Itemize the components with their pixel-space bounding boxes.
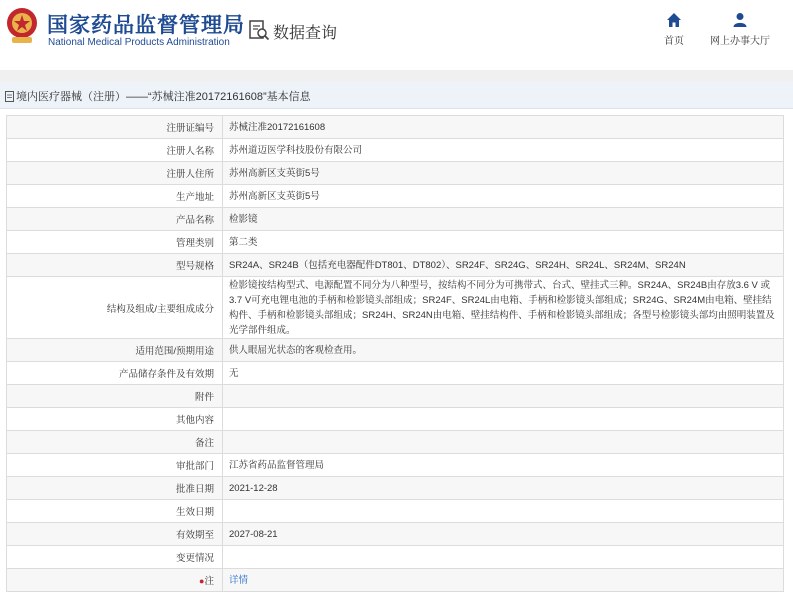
field-value: 无 (223, 362, 784, 385)
table-row (7, 162, 784, 185)
table-row (7, 231, 784, 254)
field-value: 检影镜 (223, 208, 784, 231)
notes-label (7, 569, 223, 592)
field-label: 变更情况 (7, 546, 223, 569)
national-emblem-icon (5, 6, 39, 46)
pin-icon: ● (199, 576, 205, 586)
table-row (7, 477, 784, 500)
details-link[interactable]: 详情 (229, 574, 249, 586)
field-label: 注册人住所 (7, 162, 223, 185)
table-row (7, 500, 784, 523)
field-value: 2021-12-28 (223, 477, 784, 500)
field-value: 检影镜按结构型式、电源配置不同分为八种型号，按结构不同分为可携带式、台式、壁挂式三种。SR24A、SR24B由存放3.6 V 或3.7 V可充电锂电池的手柄和检影镜头部组成；SR24F、SR24L由电箱、手柄和检影镜头部组成；SR24G、SR24M由电箱、壁挂结构件、手柄和检影镜头部组成；SR24H、SR24N由电箱、壁挂结构件、手柄和检影镜头部组成；各型号检影镜头部均由照明装置及光学部件组成。 (223, 277, 784, 339)
table-row (7, 208, 784, 231)
table-row (7, 362, 784, 385)
field-value: 第二类 (223, 231, 784, 254)
field-value (223, 408, 784, 431)
table-row (7, 385, 784, 408)
field-label: 型号规格 (7, 254, 223, 277)
field-label: 管理类别 (7, 231, 223, 254)
nav-home-label: 首页 (664, 36, 684, 47)
site-header (0, 0, 793, 70)
table-row (7, 116, 784, 139)
table-row (7, 339, 784, 362)
field-value (223, 546, 784, 569)
record-table (6, 115, 784, 592)
notes-label-text: 注 (204, 576, 214, 587)
field-value: 江苏省药品监督管理局 (223, 454, 784, 477)
field-value: SR24A、SR24B（包括充电器配件DT801、DT802）、SR24F、SR24G、SR24H、SR24L、SR24M、SR24N (223, 254, 784, 277)
field-label: 产品储存条件及有效期 (7, 362, 223, 385)
breadcrumb (0, 82, 793, 109)
home-icon (666, 12, 682, 28)
field-label: 备注 (7, 431, 223, 454)
notes-value (223, 569, 784, 592)
table-row (7, 408, 784, 431)
field-label: 附件 (7, 385, 223, 408)
data-query-icon (248, 19, 270, 41)
table-row (7, 277, 784, 339)
field-value (223, 500, 784, 523)
field-value: 苏州道迈医学科技股份有限公司 (223, 139, 784, 162)
table-row (7, 254, 784, 277)
field-label: 产品名称 (7, 208, 223, 231)
nav-online-hall-label: 网上办事大厅 (710, 36, 770, 47)
field-value: 苏械注准20172161608 (223, 116, 784, 139)
nav-home[interactable] (653, 12, 695, 47)
field-label: 批准日期 (7, 477, 223, 500)
brand-title: 国家药品监督管理局 (47, 14, 245, 37)
field-value: 苏州高新区支英街5号 (223, 185, 784, 208)
table-row (7, 523, 784, 546)
table-row (7, 139, 784, 162)
table-row (7, 454, 784, 477)
field-value (223, 385, 784, 408)
field-value (223, 431, 784, 454)
field-value: 供人眼屈光状态的客观检查用。 (223, 339, 784, 362)
field-label: 有效期至 (7, 523, 223, 546)
field-label: 注册人名称 (7, 139, 223, 162)
field-label: 结构及组成/主要组成成分 (7, 277, 223, 339)
field-value: 苏州高新区支英街5号 (223, 162, 784, 185)
breadcrumb-text: 境内医疗器械（注册）——“苏械注准20172161608”基本信息 (16, 91, 311, 103)
user-icon (732, 12, 748, 28)
field-label: 注册证编号 (7, 116, 223, 139)
table-row (7, 185, 784, 208)
data-query-title: 数据查询 (273, 25, 338, 42)
table-row (7, 431, 784, 454)
field-label: 审批部门 (7, 454, 223, 477)
field-label: 其他内容 (7, 408, 223, 431)
field-label: 适用范围/预期用途 (7, 339, 223, 362)
brand-subtitle: National Medical Products Administration (48, 37, 230, 48)
header-divider (0, 70, 793, 82)
table-row (7, 569, 784, 592)
nav-online-hall[interactable] (708, 12, 772, 47)
document-icon (5, 91, 14, 102)
field-label: 生效日期 (7, 500, 223, 523)
field-value: 2027-08-21 (223, 523, 784, 546)
field-label: 生产地址 (7, 185, 223, 208)
table-row (7, 546, 784, 569)
